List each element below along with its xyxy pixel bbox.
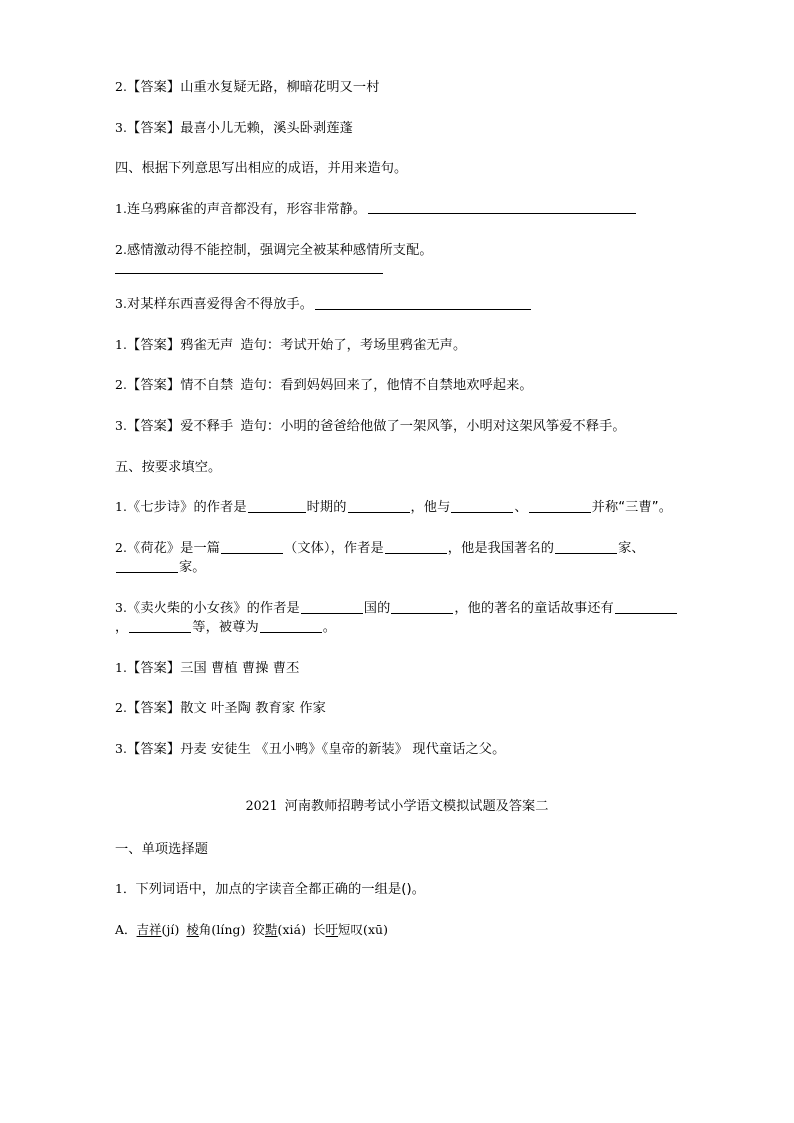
item-number: 3. [115,296,128,312]
question-item [115,295,679,314]
answer-idiom: 爱不释手 [180,419,234,435]
question-text: 并称 [591,500,619,516]
option-word-4-marked: 吁 [325,921,339,937]
paper-title-text: 河南教师招聘考试小学语文模拟试题及答案二 [284,798,549,814]
sentence-text: 看到妈妈回来了，他情不自禁地欢呼起来。 [280,378,533,394]
question-text: ， [115,619,129,635]
option-pinyin-3: (xiá) [277,921,307,937]
question-text: 《七步诗》的作者是 [127,500,247,516]
question-text: 《荷花》是一篇 [127,541,221,557]
answer-text: 散文 叶圣陶 教育家 作家 [180,701,326,717]
question-text: ，他与 [410,500,451,516]
sentence-label: 造句： [240,378,281,394]
item-number: 1. [115,200,128,216]
answer-tag: 【答案】 [127,378,181,394]
question-text: 国的 [363,600,391,616]
answer-tag: 【答案】 [127,660,181,676]
answer-idiom: 情不自禁 [180,378,234,394]
sentence-label: 造句： [240,419,281,435]
item-number: 3. [115,418,128,434]
paper-title-year: 2021 [245,797,278,813]
answer-rule[interactable] [115,272,383,274]
sentence-label: 造句： [240,337,281,353]
question-text: （文体），作者是 [284,541,384,557]
answer-text: 最喜小儿无赖，溪头卧剥莲蓬 [180,120,353,136]
answer-rule[interactable] [315,297,531,310]
answer-tag: 【答案】 [127,741,181,757]
question-text: 等，被尊为 [192,619,259,635]
fill-blank[interactable] [301,600,363,614]
option-word-2-marked: 棱 [186,921,199,937]
fill-blank[interactable] [248,500,306,514]
question-text: 时期的 [306,500,347,516]
sentence-text: 小明的爸爸给他做了一架风筝，小明对这架风筝爱不释手。 [280,419,626,435]
fill-blank[interactable] [451,500,513,514]
option-word-4-pre: 长 [313,921,326,937]
fill-blank[interactable] [348,500,410,514]
item-number: 1. [115,336,128,352]
option-word-4-post: 短叹 [338,921,364,937]
item-number: 1. [115,659,128,675]
option-pinyin-4: (xū) [363,921,389,937]
answer-tag: 【答案】 [127,701,181,717]
answer-line [115,336,679,355]
answer-idiom: 鸦雀无声 [180,337,234,353]
answer-line [115,699,679,718]
fill-in-question [115,599,679,637]
question-item [115,880,679,899]
answer-tag: 【答案】 [127,80,181,95]
item-number: 3. [115,740,128,756]
question-text: ，他的著名的童话故事还有 [454,600,614,616]
answer-tag: 【答案】 [127,120,181,136]
answer-text: 三国 曹植 曹操 曹丕 [180,660,300,676]
sentence-text: 考试开始了，考场里鸦雀无声。 [280,337,467,353]
question-item [115,200,679,219]
question-text: 《卖火柴的小女孩》的作者是 [127,600,300,616]
item-number: 2. [115,540,128,556]
document-body [115,78,679,939]
item-number: 3. [115,119,128,135]
fill-blank[interactable] [116,560,178,574]
question-text: 。 [322,619,337,635]
item-number: 2. [115,79,128,94]
question-text: ，他是我国著名的 [447,541,555,557]
answer-rule[interactable] [368,201,636,214]
option-word-3-rest: 狡 [252,921,266,937]
option-word-2-rest: 角 [198,921,212,937]
answer-tag: 【答案】 [127,337,181,353]
fill-in-question [115,539,679,577]
question-text: 感情激动得不能控制，强调完全被某种感情所支配。 [127,242,433,258]
answer-line [115,376,679,395]
paper-title [115,781,679,816]
option-pinyin-1: (jí) [161,921,180,937]
question-text: 、 [514,500,528,516]
fill-blank[interactable] [260,619,322,633]
question-text: 家。 [179,560,206,576]
fill-blank[interactable] [555,540,617,554]
answer-text: 丹麦 安徒生 《丑小鸭》《皇帝的新装》 现代童话之父。 [180,741,506,757]
fill-blank[interactable] [529,500,591,514]
fill-blank[interactable] [615,600,677,614]
fill-in-question [115,498,679,517]
section-five-heading: 五、按要求填空。 [115,459,222,475]
item-number: 1. [115,499,128,515]
option-pinyin-2: (líng) [211,921,246,937]
answer-tag: 【答案】 [127,419,181,435]
fill-blank[interactable] [391,600,453,614]
fill-blank[interactable] [385,540,447,554]
question-text: “三曹”。 [618,500,672,516]
option-word-3-marked: 黠 [265,921,278,937]
item-number: 2. [115,241,128,257]
answer-text: 山重水复疑无路，柳暗花明又一村 [180,80,380,95]
option-letter: A． [115,921,137,937]
answer-line [115,119,679,138]
fill-blank[interactable] [221,540,283,554]
answer-line [115,740,679,759]
question-text: 对某样东西喜爱得舍不得放手。 [127,297,314,313]
section-one-heading: 一、单项选择题 [115,841,209,857]
fill-blank[interactable] [129,619,191,633]
item-number: 2. [115,700,128,716]
item-number: 3. [115,599,128,615]
item-number: 2. [115,377,128,393]
option-word-1: 吉祥 [136,921,162,937]
answer-line [115,417,679,436]
option-a[interactable] [115,921,679,939]
question-text: 家、 [618,541,645,557]
question-text: 连乌鸦麻雀的声音都没有，形容非常静。 [127,201,367,217]
answer-line [115,78,679,97]
question-item [115,241,679,274]
section-four-heading: 四、根据下列意思写出相应的成语，并用来造句。 [115,161,408,177]
answer-line [115,659,679,678]
question-text: 下列词语中，加点的字读音全都正确的一组是()。 [135,882,426,898]
item-number: 1． [115,881,136,897]
